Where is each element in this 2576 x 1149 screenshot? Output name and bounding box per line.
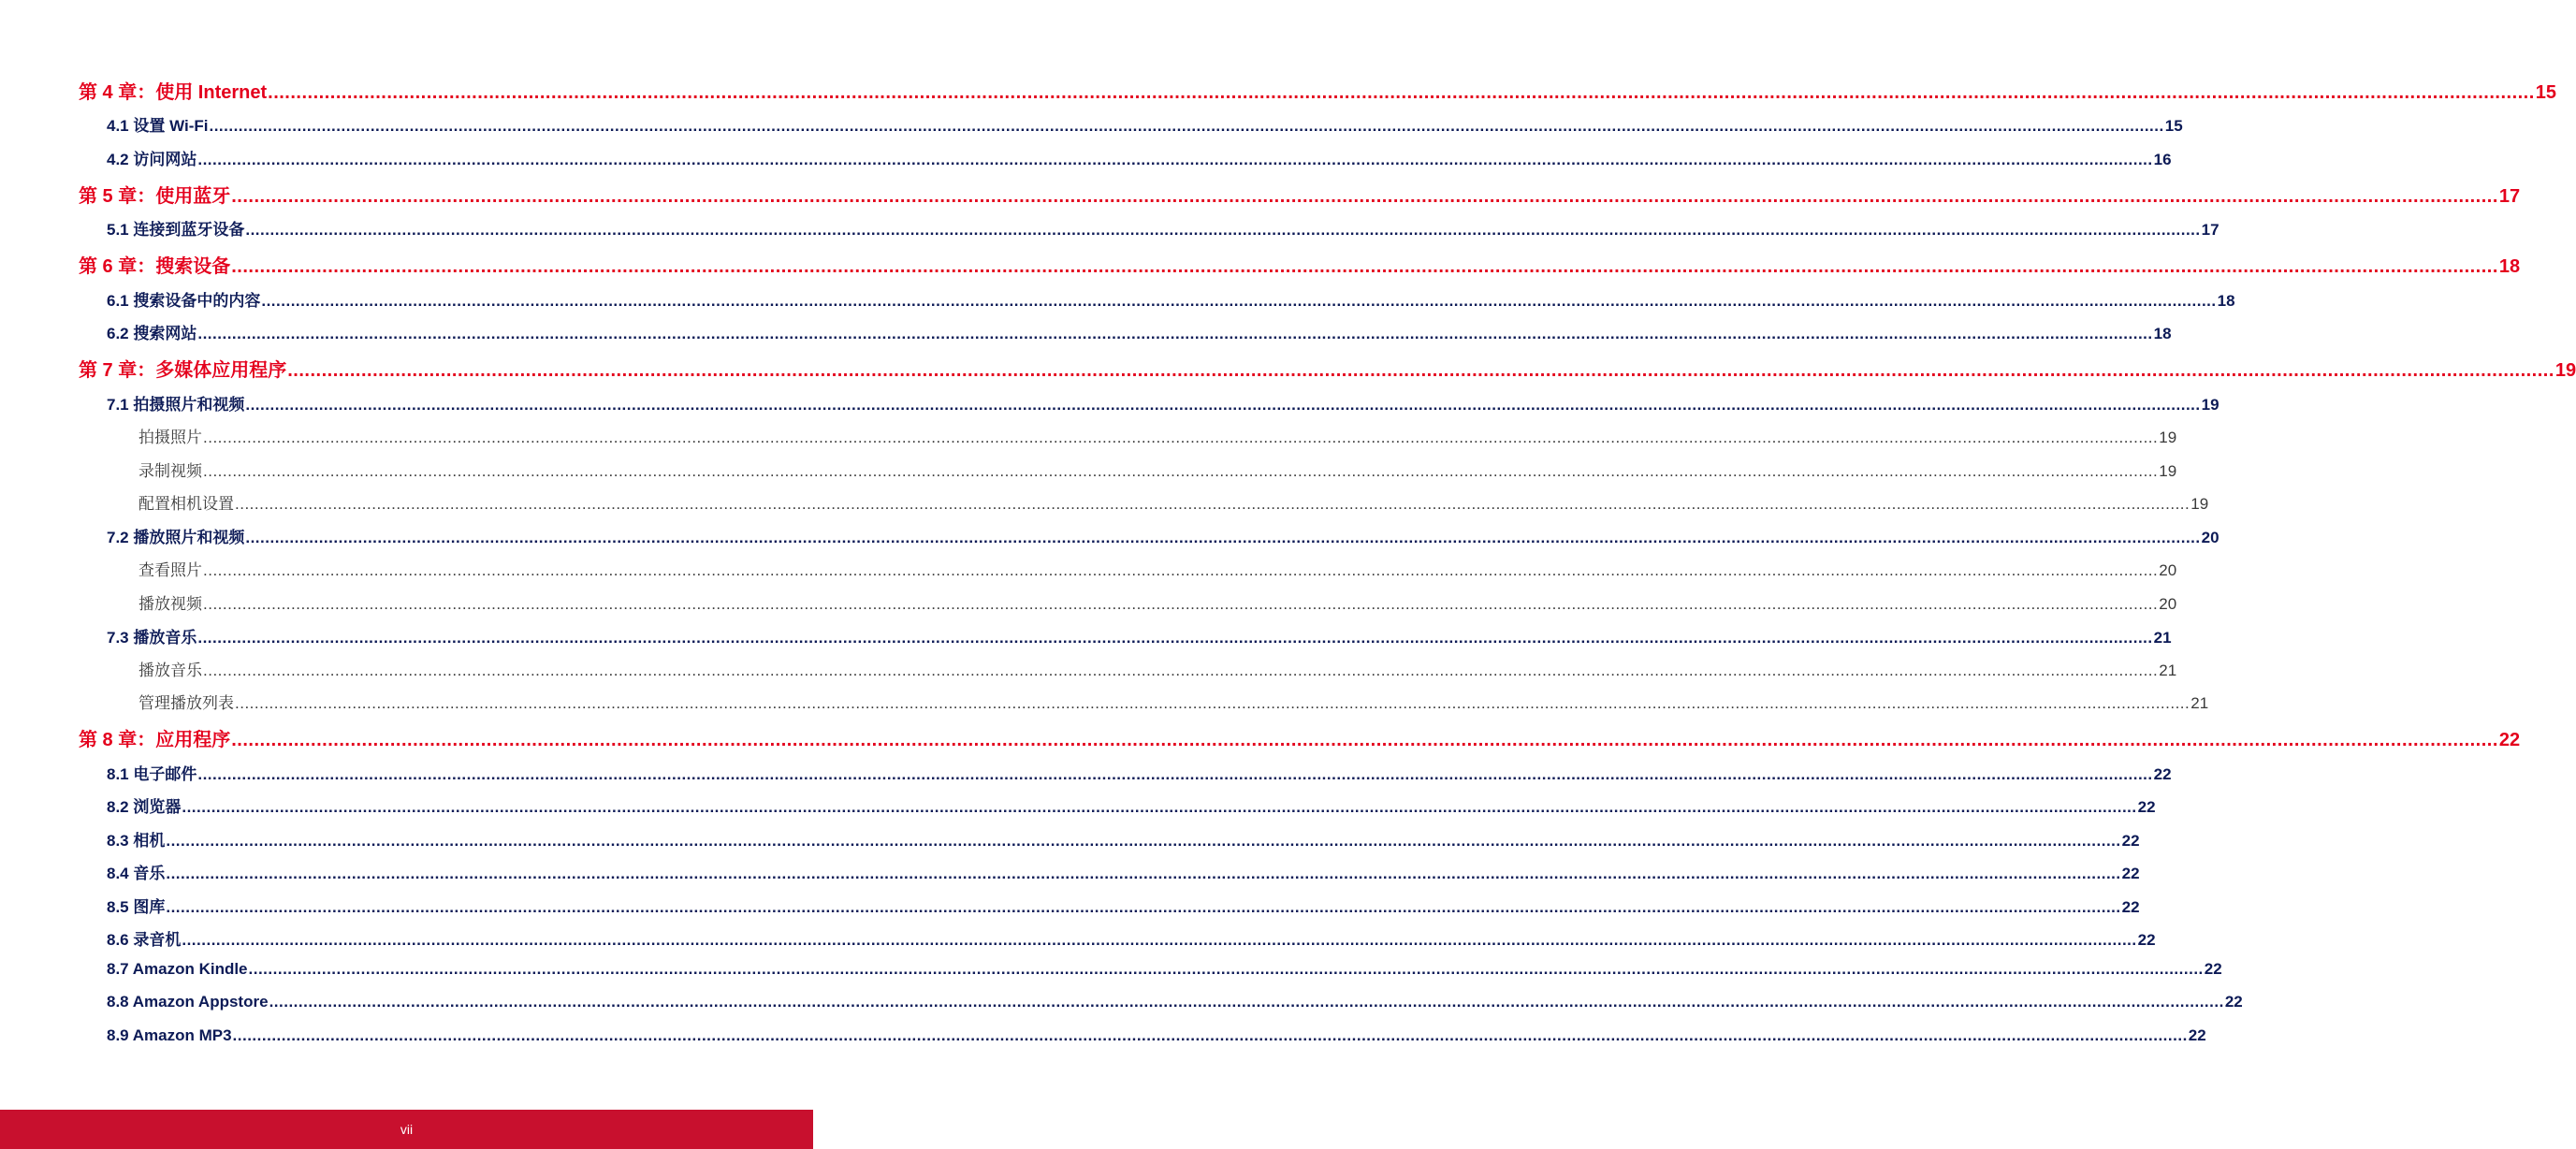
toc-entry-page: 22 bbox=[2188, 1026, 2206, 1044]
toc-leader-dots: ................................................................................................................................................................................................................................................................................................................................................................................................................ bbox=[203, 595, 2159, 613]
toc-entry[interactable] bbox=[107, 960, 2222, 979]
toc-entry-title: 查看照片 bbox=[138, 561, 202, 579]
toc-entry-title: 8.4 音乐 bbox=[107, 865, 166, 882]
toc-entry-page: 22 bbox=[2121, 865, 2140, 882]
toc-entry[interactable] bbox=[79, 77, 2557, 104]
toc-entry-title: 8.3 相机 bbox=[107, 832, 166, 850]
toc-entry[interactable] bbox=[107, 624, 2172, 647]
toc-entry[interactable] bbox=[138, 458, 2177, 481]
toc-entry-page: 19 bbox=[2159, 462, 2177, 480]
toc-entry[interactable] bbox=[79, 355, 2576, 382]
toc-entry-page: 16 bbox=[2153, 151, 2172, 168]
toc-entry-page: 20 bbox=[2159, 561, 2177, 579]
toc-entry-title: 4.1 设置 Wi-Fi bbox=[107, 117, 209, 135]
toc-entry-title: 管理播放列表 bbox=[138, 694, 234, 712]
toc-entry-title: 第 4 章：使用 Internet bbox=[79, 82, 268, 103]
toc-entry-page: 22 bbox=[2498, 730, 2521, 750]
toc-entry[interactable] bbox=[107, 993, 2243, 1011]
toc-entry-page: 22 bbox=[2121, 898, 2140, 916]
toc-entry-title: 5.1 连接到蓝牙设备 bbox=[107, 221, 245, 239]
toc-leader-dots: ................................................................................................................................................................................................................................................................................................................................................................................................................ bbox=[235, 495, 2190, 513]
toc-leader-dots: ................................................................................................................................................................................................................................................................................................................................................................................................................ bbox=[231, 256, 2498, 277]
toc-entry-title: 第 6 章：搜索设备 bbox=[79, 256, 231, 277]
toc-entry-title: 4.2 访问网站 bbox=[107, 151, 197, 168]
toc-entry-title: 8.8 Amazon Appstore bbox=[107, 993, 269, 1011]
page-number: vii bbox=[400, 1122, 414, 1137]
toc-entry[interactable] bbox=[79, 724, 2521, 751]
toc-leader-dots: ................................................................................................................................................................................................................................................................................................................................................................................................................ bbox=[197, 629, 2153, 647]
toc-entry-title: 6.2 搜索网站 bbox=[107, 325, 197, 342]
toc-entry-title: 拍摄照片 bbox=[138, 429, 202, 446]
toc-entry-page: 18 bbox=[2153, 325, 2172, 342]
toc-leader-dots: ................................................................................................................................................................................................................................................................................................................................................................................................................ bbox=[203, 462, 2159, 480]
toc-leader-dots: ................................................................................................................................................................................................................................................................................................................................................................................................................ bbox=[245, 529, 2201, 546]
toc-leader-dots: ................................................................................................................................................................................................................................................................................................................................................................................................................ bbox=[231, 730, 2498, 750]
toc-entry-page: 22 bbox=[2224, 993, 2243, 1011]
toc-leader-dots: ................................................................................................................................................................................................................................................................................................................................................................................................................ bbox=[203, 561, 2159, 579]
toc-entry-page: 20 bbox=[2201, 529, 2219, 546]
toc-entry-title: 第 5 章：使用蓝牙 bbox=[79, 186, 231, 207]
toc-entry-page: 19 bbox=[2159, 429, 2177, 446]
toc-entry[interactable] bbox=[107, 216, 2219, 240]
toc-entry-title: 播放音乐 bbox=[138, 662, 202, 679]
toc-leader-dots: ................................................................................................................................................................................................................................................................................................................................................................................................................ bbox=[245, 221, 2201, 239]
toc-entry[interactable] bbox=[138, 657, 2177, 680]
toc-entry[interactable] bbox=[107, 894, 2140, 917]
toc-leader-dots: ................................................................................................................................................................................................................................................................................................................................................................................................................ bbox=[203, 662, 2159, 679]
toc-entry-page: 19 bbox=[2554, 360, 2576, 381]
toc-entry-title: 7.2 播放照片和视频 bbox=[107, 529, 245, 546]
toc-entry-title: 播放视频 bbox=[138, 595, 202, 613]
toc-entry-title: 第 8 章：应用程序 bbox=[79, 730, 231, 750]
toc-entry[interactable] bbox=[107, 793, 2156, 817]
toc-leader-dots: ................................................................................................................................................................................................................................................................................................................................................................................................................ bbox=[268, 82, 2535, 103]
toc-leader-dots: ................................................................................................................................................................................................................................................................................................................................................................................................................ bbox=[235, 694, 2190, 712]
toc-entry-page: 15 bbox=[2535, 82, 2557, 103]
toc-leader-dots: ................................................................................................................................................................................................................................................................................................................................................................................................................ bbox=[287, 360, 2554, 381]
toc-entry-title: 8.9 Amazon MP3 bbox=[107, 1026, 232, 1044]
toc-entry-page: 15 bbox=[2164, 117, 2183, 135]
toc-entry[interactable] bbox=[138, 590, 2177, 614]
toc-entry-page: 19 bbox=[2190, 495, 2209, 513]
toc-leader-dots: ................................................................................................................................................................................................................................................................................................................................................................................................................ bbox=[203, 429, 2159, 446]
toc-entry-page: 21 bbox=[2190, 694, 2209, 712]
toc-entry[interactable] bbox=[107, 860, 2140, 883]
toc-entry[interactable] bbox=[107, 827, 2140, 851]
toc-entry-page: 22 bbox=[2137, 798, 2156, 816]
toc-leader-dots: ................................................................................................................................................................................................................................................................................................................................................................................................................ bbox=[261, 292, 2217, 310]
toc-entry-title: 8.1 电子邮件 bbox=[107, 765, 197, 783]
toc-leader-dots: ................................................................................................................................................................................................................................................................................................................................................................................................................ bbox=[197, 765, 2153, 783]
toc-entry[interactable] bbox=[79, 251, 2521, 278]
toc-leader-dots: ................................................................................................................................................................................................................................................................................................................................................................................................................ bbox=[232, 1026, 2188, 1044]
toc-entry-page: 18 bbox=[2498, 256, 2521, 277]
toc-entry-title: 8.2 浏览器 bbox=[107, 798, 182, 816]
toc-entry[interactable] bbox=[138, 424, 2177, 447]
toc-entry-page: 22 bbox=[2153, 765, 2172, 783]
toc-entry-title: 8.6 录音机 bbox=[107, 931, 182, 949]
toc-entry[interactable] bbox=[107, 926, 2156, 950]
toc-entry-title: 7.1 拍摄照片和视频 bbox=[107, 396, 245, 414]
toc-entry-page: 17 bbox=[2498, 186, 2521, 207]
toc-entry[interactable] bbox=[138, 557, 2177, 580]
toc-entry[interactable] bbox=[138, 490, 2209, 514]
toc-entry-page: 22 bbox=[2204, 960, 2222, 978]
toc-entry[interactable] bbox=[107, 524, 2219, 547]
toc-entry-title: 8.7 Amazon Kindle bbox=[107, 960, 248, 978]
toc-leader-dots: ................................................................................................................................................................................................................................................................................................................................................................................................................ bbox=[231, 186, 2498, 207]
toc-entry-page: 21 bbox=[2159, 662, 2177, 679]
toc-leader-dots: ................................................................................................................................................................................................................................................................................................................................................................................................................ bbox=[245, 396, 2201, 414]
toc-entry-title: 7.3 播放音乐 bbox=[107, 629, 197, 647]
toc-entry-title: 录制视频 bbox=[138, 462, 202, 480]
toc-entry[interactable] bbox=[138, 690, 2209, 713]
toc-entry[interactable] bbox=[107, 391, 2219, 415]
toc-entry[interactable] bbox=[107, 320, 2172, 343]
toc-leader-dots: ................................................................................................................................................................................................................................................................................................................................................................................................................ bbox=[166, 898, 2121, 916]
toc-entry[interactable] bbox=[79, 181, 2521, 208]
toc-entry-page: 17 bbox=[2201, 221, 2219, 239]
toc-leader-dots: ................................................................................................................................................................................................................................................................................................................................................................................................................ bbox=[248, 960, 2204, 978]
toc-leader-dots: ................................................................................................................................................................................................................................................................................................................................................................................................................ bbox=[166, 832, 2121, 850]
toc-leader-dots: ................................................................................................................................................................................................................................................................................................................................................................................................................ bbox=[197, 151, 2153, 168]
toc-entry-page: 22 bbox=[2121, 832, 2140, 850]
toc-leader-dots: ................................................................................................................................................................................................................................................................................................................................................................................................................ bbox=[166, 865, 2121, 882]
toc-entry[interactable] bbox=[107, 287, 2235, 311]
toc-entry-title: 第 7 章：多媒体应用程序 bbox=[79, 360, 287, 381]
toc-leader-dots: ................................................................................................................................................................................................................................................................................................................................................................................................................ bbox=[209, 117, 2164, 135]
toc-entry-page: 20 bbox=[2159, 595, 2177, 613]
footer-bar bbox=[0, 1110, 813, 1149]
toc-entry[interactable] bbox=[107, 146, 2172, 169]
toc-entry-page: 22 bbox=[2137, 931, 2156, 949]
toc-entry-title: 配置相机设置 bbox=[138, 495, 234, 513]
toc-entry[interactable] bbox=[107, 112, 2183, 136]
toc-entry-page: 21 bbox=[2153, 629, 2172, 647]
toc-entry[interactable] bbox=[107, 761, 2172, 784]
toc-leader-dots: ................................................................................................................................................................................................................................................................................................................................................................................................................ bbox=[197, 325, 2153, 342]
toc-entry[interactable] bbox=[107, 1026, 2206, 1045]
toc-entry-title: 6.1 搜索设备中的内容 bbox=[107, 292, 261, 310]
toc-entry-page: 19 bbox=[2201, 396, 2219, 414]
toc-leader-dots: ................................................................................................................................................................................................................................................................................................................................................................................................................ bbox=[182, 931, 2137, 949]
toc-leader-dots: ................................................................................................................................................................................................................................................................................................................................................................................................................ bbox=[269, 993, 2224, 1011]
toc-leader-dots: ................................................................................................................................................................................................................................................................................................................................................................................................................ bbox=[182, 798, 2137, 816]
toc-entry-title: 8.5 图库 bbox=[107, 898, 166, 916]
toc-entry-page: 18 bbox=[2217, 292, 2235, 310]
